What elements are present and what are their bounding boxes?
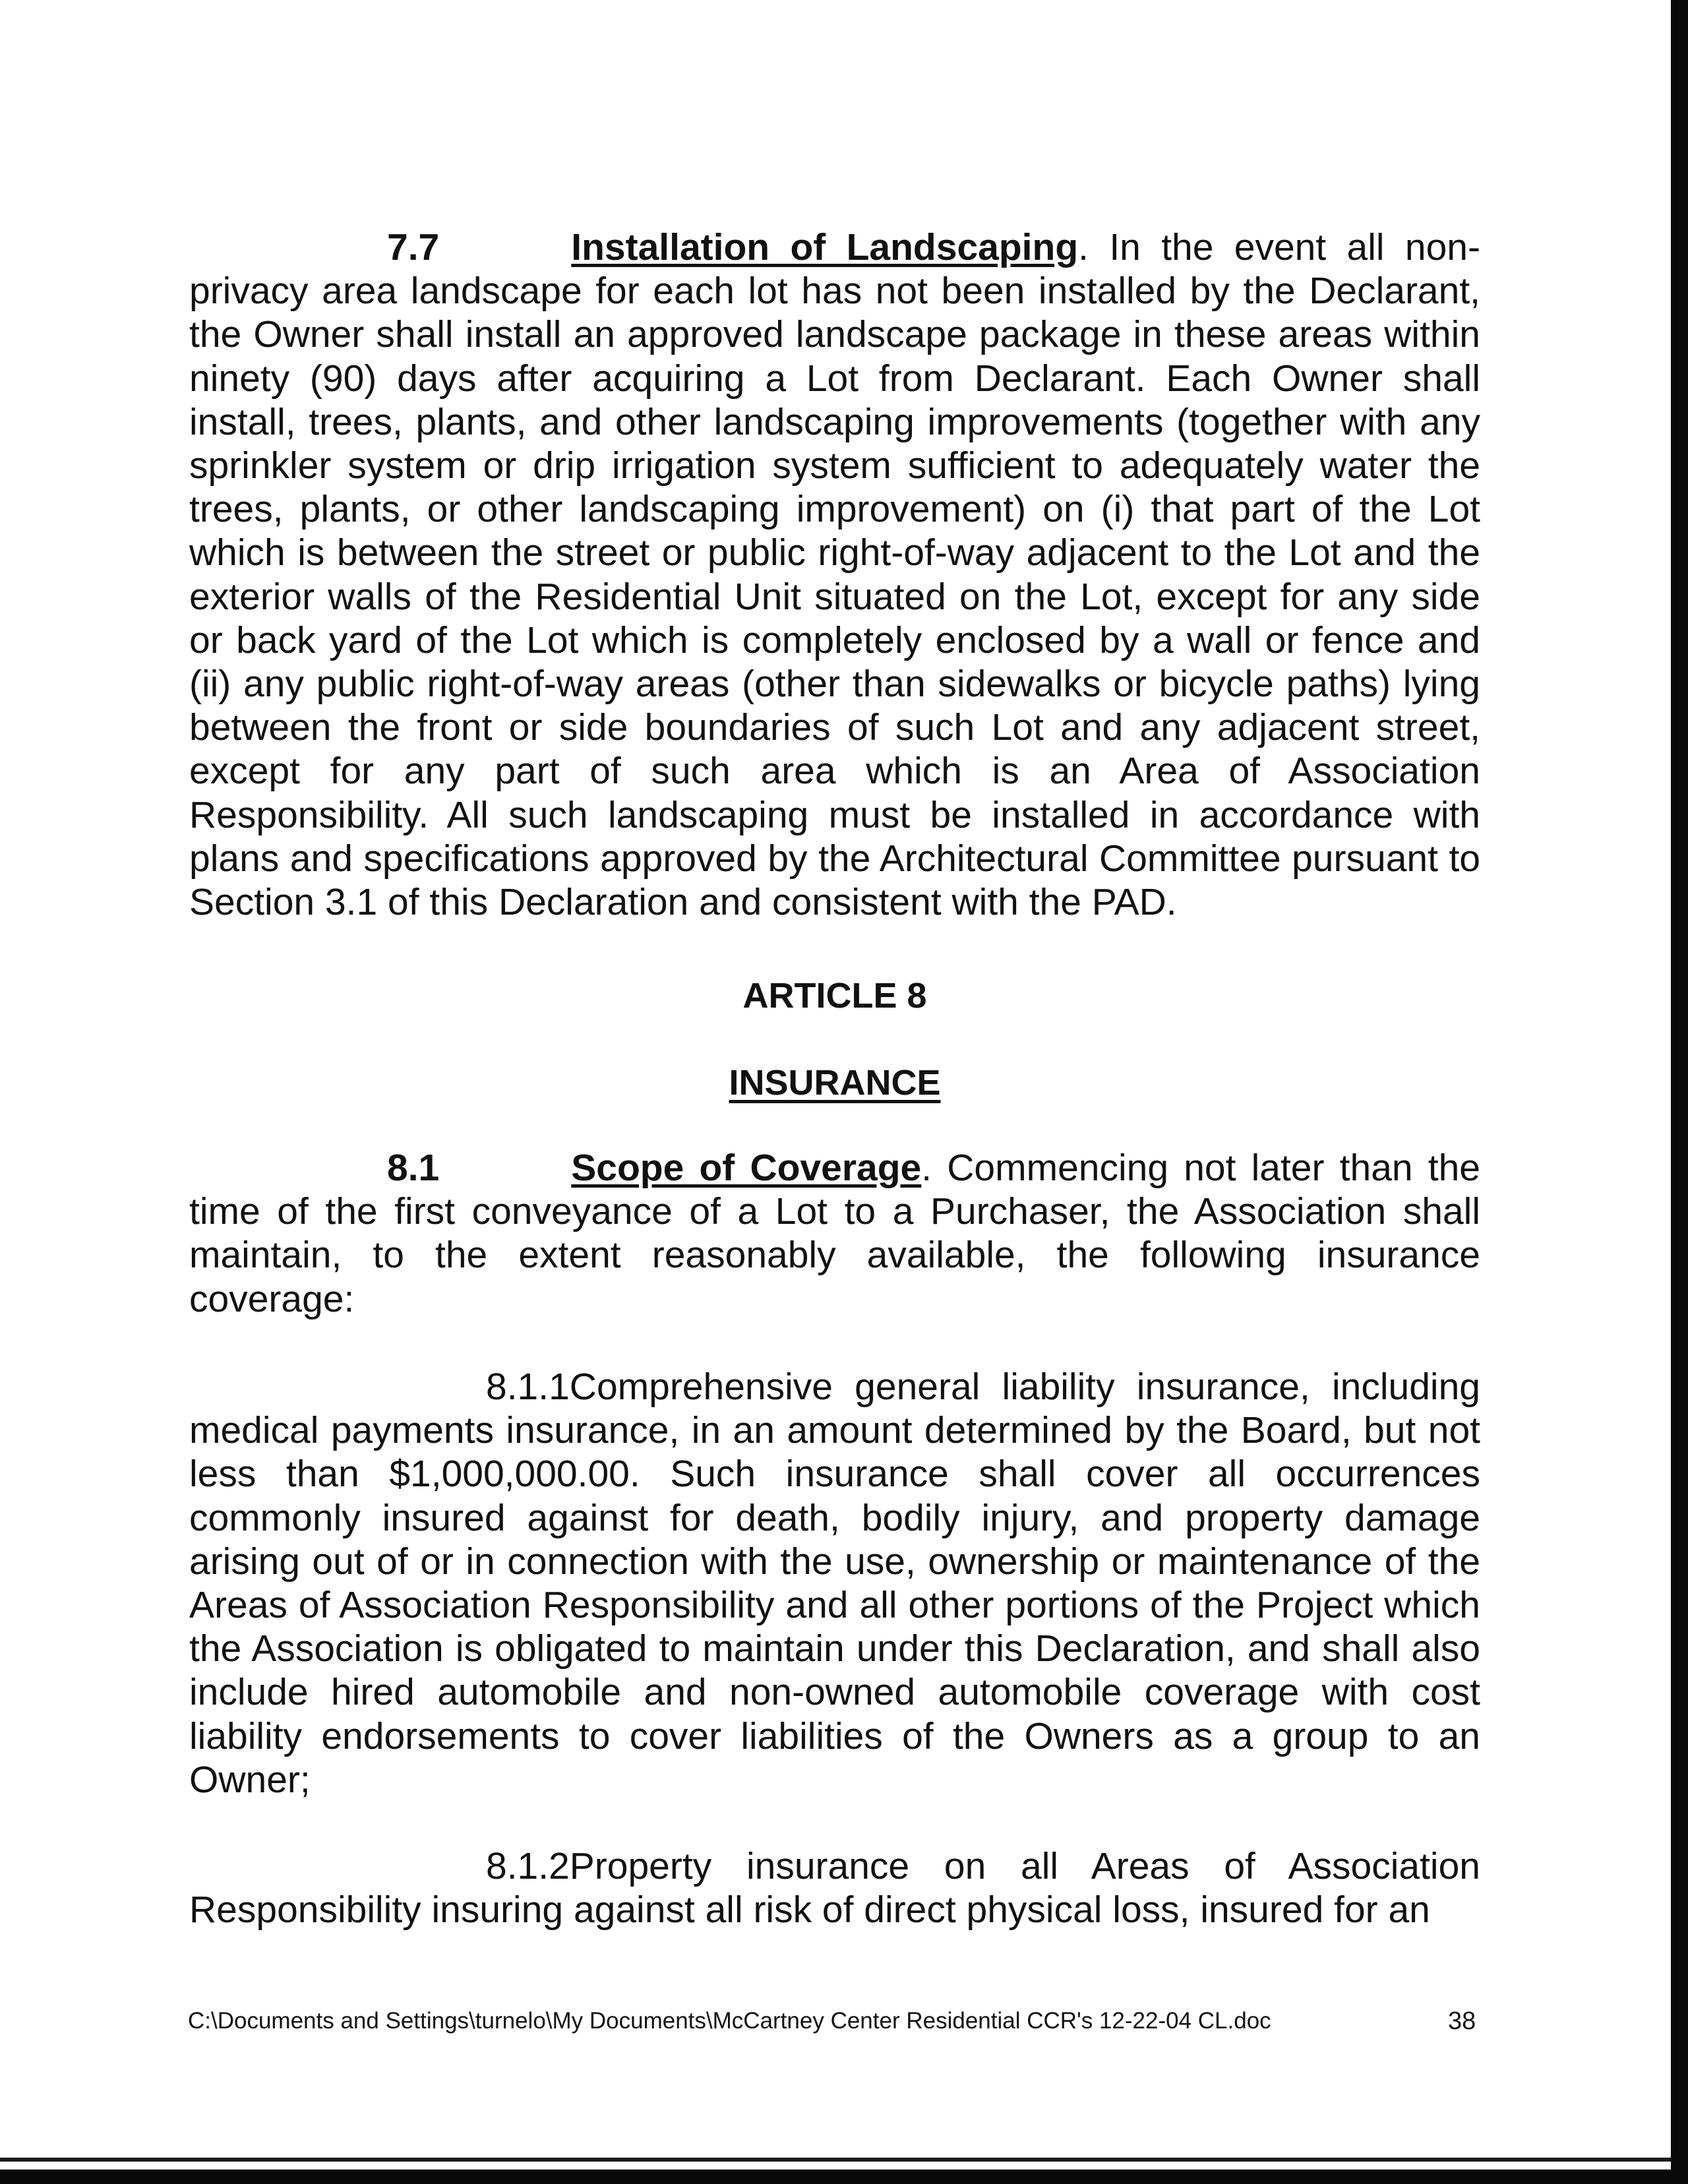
footer-page-number: 38 — [1448, 2007, 1476, 2035]
section-8-1-paragraph — [189, 1146, 1480, 1321]
scan-edge-bottom-line — [0, 2158, 1671, 2162]
article-subtitle: INSURANCE — [729, 1063, 941, 1103]
section-8-1-2-paragraph — [189, 1844, 1480, 1931]
section-8-1-number: 8.1 — [387, 1147, 440, 1189]
footer-file-path: C:\Documents and Settings\turnelo\My Documents\McCartney Center Residential CCR's 12-22-04 CL.doc — [188, 2008, 1271, 2034]
section-8-1-1-number: 8.1.1 — [486, 1366, 570, 1408]
section-8-1 — [189, 1146, 1480, 1321]
article-title: ARTICLE 8 — [742, 976, 927, 1016]
section-7-7 — [189, 226, 1480, 924]
section-8-1-1 — [189, 1365, 1480, 1802]
section-8-1-1-paragraph — [189, 1365, 1480, 1802]
section-8-1-2 — [189, 1844, 1480, 1931]
section-7-7-heading-punct: . — [1078, 226, 1089, 268]
scan-edge-bottom — [0, 2169, 1688, 2184]
section-7-7-number: 7.7 — [387, 226, 440, 268]
section-8-1-1-body: Comprehensive general liability insurance, including medical payments insurance, in an amount determined by the Board, but not less than $1,000,000.00. Such insurance shall cover all occurrences commonly insured against for death, bodily injury, and property damage arising out of or in connection with the use, ownership or maintenance of the Areas of Association Responsibility and all other portions of the Project which the Association is obligated to maintain under this Declaration, and shall also include hired automobile and non-owned automobile coverage with cost liability endorsements to cover liabilities of the Owners as a group to an Owner; — [189, 1366, 1480, 1801]
section-8-1-2-number: 8.1.2 — [486, 1845, 570, 1887]
section-8-1-heading: Scope of Coverage — [571, 1147, 922, 1189]
section-7-7-heading: Installation of Landscaping — [571, 226, 1079, 268]
section-8-1-heading-punct: . — [921, 1147, 932, 1189]
section-7-7-paragraph — [189, 226, 1480, 924]
section-8-1-2-body: Property insurance on all Areas of Association Responsibility insuring against all risk of direct physical loss, insured for an — [189, 1845, 1480, 1931]
section-8-1-body: Commencing not later than the time of the first conveyance of a Lot to a Purchaser, the Association shall maintain, to the extent reasonably available, the following insurance coverage: — [189, 1147, 1481, 1320]
scan-edge-right — [1671, 0, 1688, 2184]
section-7-7-body: In the event all non-privacy area landscape for each lot has not been installed by the Declarant, the Owner shall install an approved landscape package in these areas within ninety (90) days after acquiring a Lot from Declarant. Each Owner shall install, trees, plants, and other landscaping improvements (together with any sprinkler system or drip irrigation system sufficient to adequately water the trees, plants, or other landscaping improvement) on (i) that part of the Lot which is between the street or public right-of-way adjacent to the Lot and the exterior walls of the Residential Unit situated on the Lot, except for any side or back yard of the Lot which is completely enclosed by a wall or fence and (ii) any public right-of-way areas (other than sidewalks or bicycle paths) lying between the front or side boundaries of such Lot and any adjacent street, except for any part of such area which is an Area of Association Responsibility. All such landscaping must be installed in accordance with plans and specifications approved by the Architectural Committee pursuant to Section 3.1 of this Declaration and consistent with the PAD. — [189, 226, 1480, 924]
